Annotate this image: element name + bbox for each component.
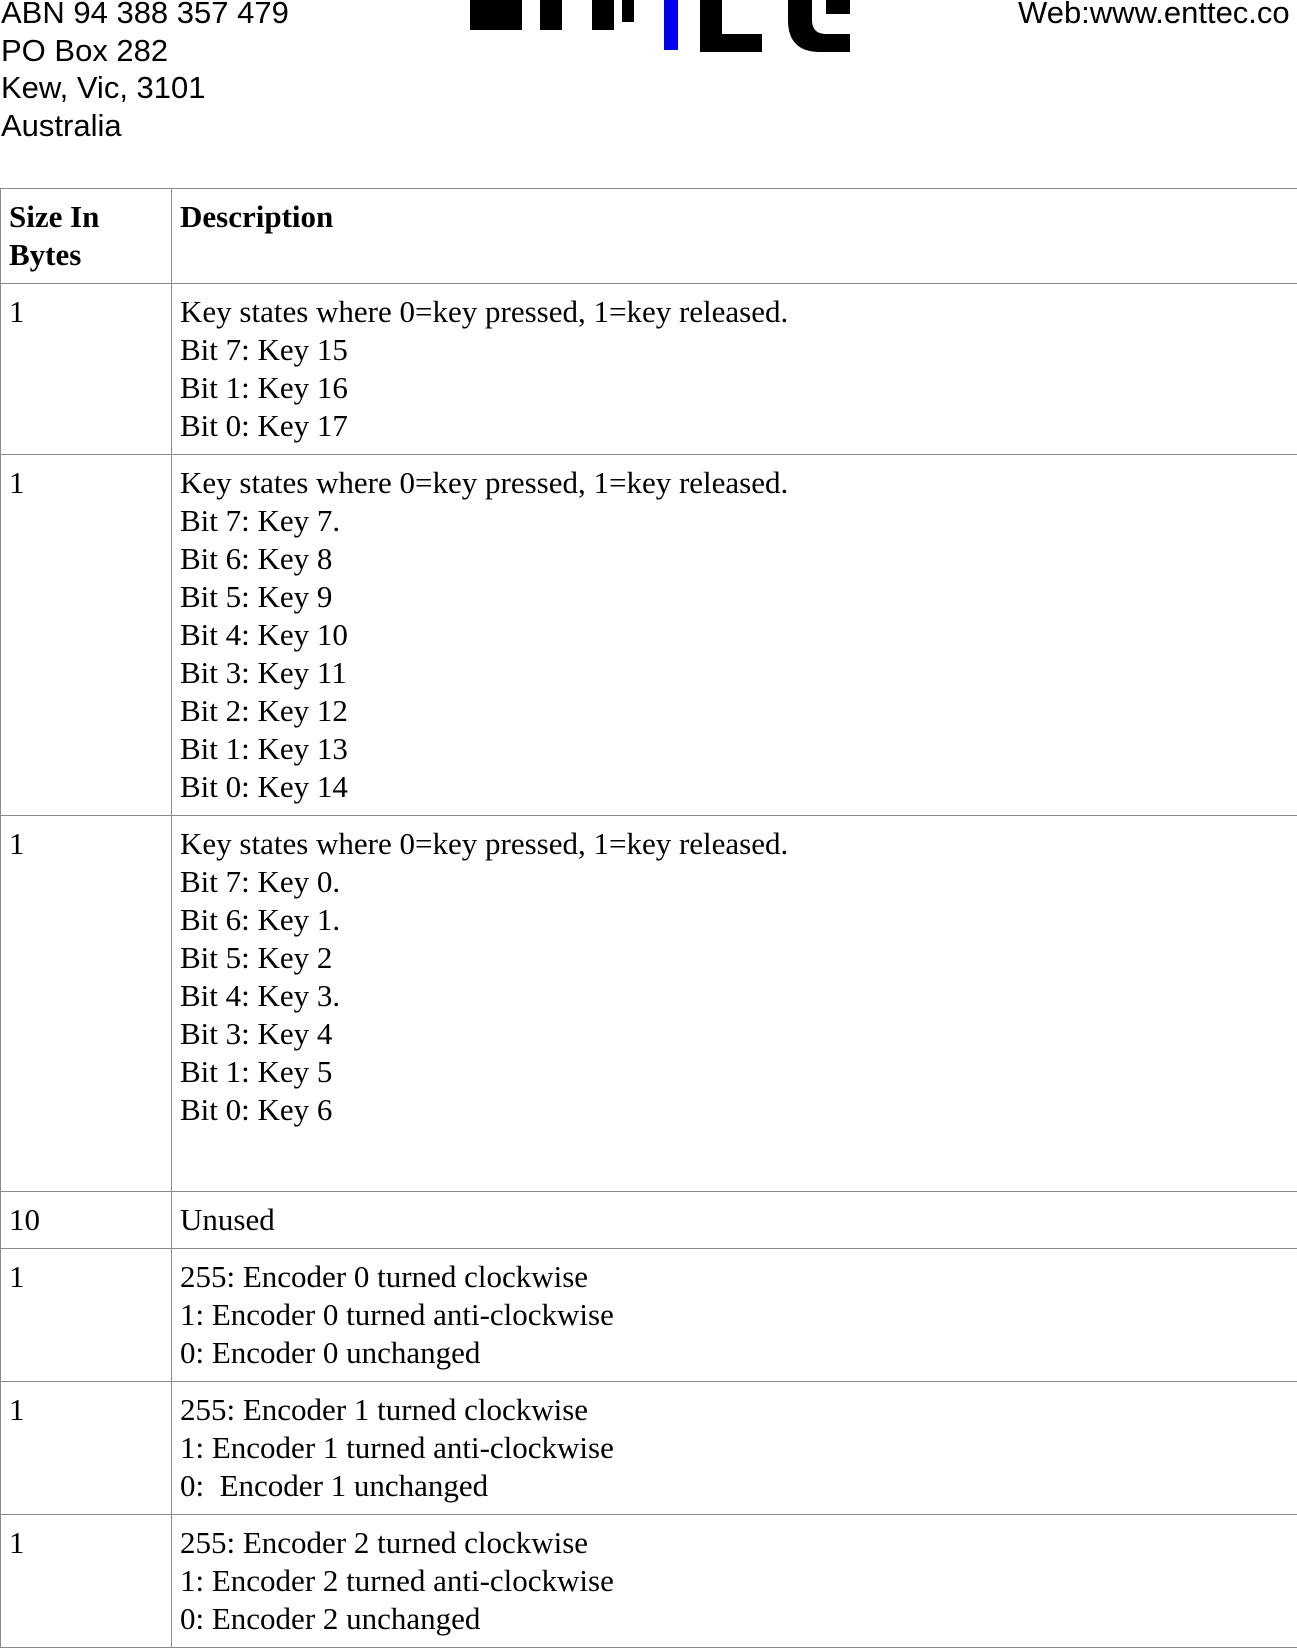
- company-address: [1, 0, 289, 145]
- size-cell: 1: [1, 1382, 172, 1515]
- address-line-abn: ABN 94 388 357 479: [1, 0, 289, 32]
- size-cell: 1: [1, 284, 172, 455]
- description-line: 255: Encoder 1 turned clockwise: [180, 1391, 1297, 1429]
- table-row: [1, 816, 1297, 1192]
- size-cell: 1: [1, 1249, 172, 1382]
- description-line: 0: Encoder 0 unchanged: [180, 1334, 1297, 1372]
- website-address: Web:www.enttec.co: [1018, 0, 1290, 32]
- description-cell: [172, 455, 1297, 816]
- table-row: [1, 1515, 1297, 1648]
- description-line: Bit 1: Key 16: [180, 369, 1297, 407]
- description-cell: [172, 816, 1297, 1192]
- description-line: Bit 7: Key 7.: [180, 502, 1297, 540]
- description-line: Bit 1: Key 5: [180, 1053, 1297, 1091]
- table-row: [1, 284, 1297, 455]
- description-line: Key states where 0=key pressed, 1=key released.: [180, 825, 1297, 863]
- description-line: 255: Encoder 0 turned clockwise: [180, 1258, 1297, 1296]
- address-line-po-box: PO Box 282: [1, 32, 289, 70]
- description-cell: [172, 1249, 1297, 1382]
- enttec-logo: [470, 0, 880, 54]
- description-line: Bit 3: Key 11: [180, 654, 1297, 692]
- table-row: [1, 1382, 1297, 1515]
- description-line: 0: Encoder 2 unchanged: [180, 1600, 1297, 1638]
- size-cell: 1: [1, 1515, 172, 1648]
- description-cell: [172, 1382, 1297, 1515]
- description-cell: [172, 284, 1297, 455]
- description-line: Bit 6: Key 8: [180, 540, 1297, 578]
- description-line: Bit 7: Key 15: [180, 331, 1297, 369]
- address-line-city: Kew, Vic, 3101: [1, 69, 289, 107]
- description-line: Bit 5: Key 9: [180, 578, 1297, 616]
- description-line: Bit 1: Key 13: [180, 730, 1297, 768]
- description-line: Unused: [180, 1201, 1297, 1239]
- description-line: Bit 0: Key 6: [180, 1091, 1297, 1129]
- description-line: Bit 7: Key 0.: [180, 863, 1297, 901]
- size-cell: 1: [1, 816, 172, 1192]
- address-line-country: Australia: [1, 107, 289, 145]
- description-line: Bit 4: Key 10: [180, 616, 1297, 654]
- table-row: [1, 1192, 1297, 1249]
- table-row: [1, 455, 1297, 816]
- description-line: 255: Encoder 2 turned clockwise: [180, 1524, 1297, 1562]
- description-cell: [172, 1515, 1297, 1648]
- description-line: 0: Encoder 1 unchanged: [180, 1467, 1297, 1505]
- description-column-header: Description: [172, 189, 1297, 284]
- spec-table: [0, 188, 1297, 1648]
- description-line: Bit 3: Key 4: [180, 1015, 1297, 1053]
- size-column-header: Size In Bytes: [1, 189, 172, 284]
- table-header-row: [1, 189, 1297, 284]
- size-cell: 10: [1, 1192, 172, 1249]
- size-cell: 1: [1, 455, 172, 816]
- description-line: 1: Encoder 0 turned anti-clockwise: [180, 1296, 1297, 1334]
- description-line: Key states where 0=key pressed, 1=key released.: [180, 464, 1297, 502]
- description-line: Bit 5: Key 2: [180, 939, 1297, 977]
- description-line: Key states where 0=key pressed, 1=key released.: [180, 293, 1297, 331]
- description-line: Bit 2: Key 12: [180, 692, 1297, 730]
- description-line: Bit 0: Key 14: [180, 768, 1297, 806]
- description-line: 1: Encoder 2 turned anti-clockwise: [180, 1562, 1297, 1600]
- table-row: [1, 1249, 1297, 1382]
- enttec-logo-graphic: [470, 0, 880, 54]
- description-line: Bit 4: Key 3.: [180, 977, 1297, 1015]
- description-line: Bit 0: Key 17: [180, 407, 1297, 445]
- description-line: 1: Encoder 1 turned anti-clockwise: [180, 1429, 1297, 1467]
- description-cell: [172, 1192, 1297, 1249]
- description-line: Bit 6: Key 1.: [180, 901, 1297, 939]
